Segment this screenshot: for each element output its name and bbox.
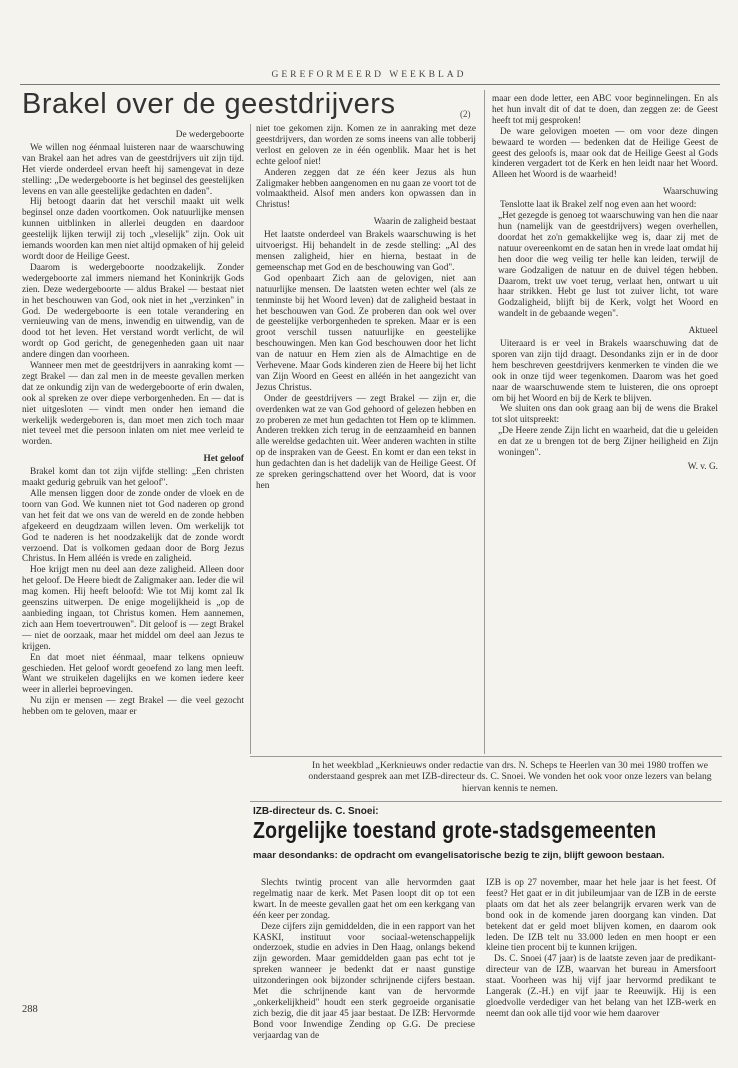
signature: W. v. G. <box>687 462 718 472</box>
series-number: (2) <box>460 109 471 119</box>
paragraph: We willen nog éénmaal luisteren naar de waarschuwing van Brakel aan het adres van de geestdrijvers uit zijn tijd. Het vierde onderdeel ervan heeft hij samengevat in deze stelling: „De wedergeboorte is het beginsel des geestelijken levens en van alle geestelijke gedachten en daden". <box>22 142 244 197</box>
article2-subtitle: maar desondanks: de opdracht om evangelisatorische bezig te zijn, blijft gewoon bestaan. <box>253 850 665 861</box>
paragraph: Brakel komt dan tot zijn vijfde stelling: „Een christen maakt gedurig gebruik van het geloof". <box>22 467 244 489</box>
paragraph: Deze cijfers zijn gemiddelden, die in een rapport van het KASKI, instituut voor sociaal-wetenschappelijk onderzoek, studie en advies in Den Haag, onlangs bekend zijn geworden. Maar gemiddelden gaan pas echt tot je spreken wanneer je bedenkt dat er naast gunstige uitzonderingen ook bijzonder schrijnende cijfers bestaan. Met die schrijnende kant van de hervormde „onkerkelijkheid" houdt een sterk gegroeide organisatie zich bezig, die dit jaar 45 jaar bestaat. De IZB: Hervormde Bond voor Inwendige Zending op G.G. De preciese verjaardag van de <box>253 921 475 1041</box>
masthead-rule <box>20 84 720 85</box>
paragraph: We sluiten ons dan ook graag aan bij de wens die Brakel tot slot uitspreekt: <box>492 404 718 426</box>
paragraph: Onder de geestdrijvers — zegt Brakel — zijn er, die overdenken wat ze van God gehoord of gelezen hebben en zo proberen ze met hun gedachten tot Hem op te klimmen. Anderen trekken zich terug in de eenzaamheid en bannen alle wereldse gedachten uit. Weer anderen wachten in stilte op de inspraken van de Geest. En komt er dan een tekst in hun gedachten dan is het dadelijk van de Heilige Geest. Of ze spreken geringschattend over het Woord, dat is voor hen <box>256 393 476 491</box>
paragraph: Hij betoogt daarin dat het verschil maakt uit welk beginsel onze daden voortkomen. Ook natuurlijke mensen kunnen uitblinken in allerlei deugden en daardoor geestelijk lijken terwijl zij toch „vleselijk" zijn. Ook uit iemands woorden kan men niet altijd opmaken of hij geleid wordt door de Heilige Geest. <box>22 197 244 262</box>
section-rule <box>250 801 722 802</box>
page-number: 288 <box>22 1004 38 1015</box>
subheading: De wedergeboorte <box>175 130 244 140</box>
article2-kicker: IZB-directeur ds. C. Snoei: <box>253 806 379 817</box>
quote-paragraph: „De Heere zende Zijn licht en waarheid, dat die u geleiden en dat ze u brengen tot de berg Zijner heiligheid en Zijn woningen". <box>498 426 718 459</box>
paragraph: maar een dode letter, een ABC voor beginnelingen. En als het hun invalt dit of dat te doen, dan zeggen ze: de Geest heeft tot mij gesproken! <box>492 94 718 126</box>
paragraph: De ware gelovigen moeten — om voor deze dingen bewaard te worden — bedenken dat de Heilige Geest de geest des geloofs is, maar ook dat de Heilige Geest al Gods kinderen vergadert tot de Kerk en hen leidt naar het Woord. Alleen het Woord is de waarheid! <box>492 126 718 181</box>
column-divider <box>484 90 485 754</box>
paragraph: niet toe gekomen zijn. Komen ze in aanraking met deze geestdrijvers, dan worden ze soms ineens van alle tobberij verlost en geloven ze in één ogenblik. Maar het is het echte geloof niet! <box>256 124 476 167</box>
article-title: Brakel over de geestdrijvers <box>22 88 396 120</box>
paragraph: Wanneer men met de geestdrijvers in aanraking komt — zegt Brakel — dan zal men in de meeste gevallen merken dat ze onkundig zijn van de wedergeboorte of erin dwalen, ook al spreken ze over diepe verborgenheden. En — dat is niet uitgesloten — vindt men onder hen iemand die werkelijk wedergeboren is, dan moet men zich toch maar niet teveel met die persoon inlaten om niet mee verleid te worden. <box>22 361 244 448</box>
paragraph: Hoe krijgt men nu deel aan deze zaligheid. Alleen door het geloof. De Heere biedt de Zaligmaker aan. Ieder die wil mag komen. Hij heeft beloofd: Wie tot Mij komt zal Ik geenszins uitwerpen. De enige mogelijkheid is „op de aanbieding ingaan, tot Christus komen. Hem aannemen, zich aan Hem toevertrouwen". Dit geloof is — zegt Brakel — niet de oorzaak, maar het middel om deel aan Jezus te krijgen. <box>22 565 244 652</box>
paragraph: Het laatste onderdeel van Brakels waarschuwing is het uitvoerigst. Hij behandelt in de zesde stelling: „Al des mensen zaligheid, hier en hierna, bestaat in de gemeenschap met God en de beschouwing van God". <box>256 230 476 273</box>
paragraph: God openbaart Zich aan de gelovigen, niet aan natuurlijke mensen. De laatsten weten echter wel (als ze tenminste bij het Woord leven) dat de zaligheid bestaat in het beschouwen van God. Ze proberen dan ook wel over de geestelijke verborgenheden te spreken. Maar er is een groot verschil tussen natuurlijke en geestelijke beschouwingen. Men kan God beschouwen door het licht van de natuur en Hem zien als de Almachtige en de Verhevene. Maar Gods kinderen zien de Heere bij het licht van Zijn Woord en Geest en alléén in het aangezicht van Jezus Christus. <box>256 273 476 393</box>
paragraph: IZB is op 27 november, maar het hele jaar is het feest. Of feest? Het gaat er in dit jubileumjaar van de IZB in de eerste plaats om dat het als zeer belangrijk ervaren werk van de bond ook in de komende jaren doorgang kan vinden. Dat betekent dat er geld moet blijven komen, en daarom ook leden. De IZB telt nu 33.000 leden en men hoopt er een kleine tien procent bij te kunnen krijgen. <box>486 878 716 954</box>
article-column-2 <box>256 124 476 749</box>
paragraph: Tenslotte laat ik Brakel zelf nog even aan het woord: <box>500 200 697 211</box>
column-divider <box>250 124 251 754</box>
article-column-3 <box>492 94 718 754</box>
article2-column-2 <box>486 878 716 1019</box>
paragraph: Uiteraard is er veel in Brakels waarschuwing dat de sporen van zijn tijd draagt. Desondanks zijn er in de door hem beschreven geestdrijvers kenmerken te vinden die we ook in onze tijd weer tegenkomen. Daarom was het goed naar de waarschuwende stem te luisteren, die ons oproept om bij het Woord en bij de Kerk te blijven. <box>492 339 718 404</box>
paragraph: Nu zijn er mensen — zegt Brakel — die veel gezocht hebben om te geloven, maar er <box>22 696 244 718</box>
paragraph: Slechts twintig procent van alle hervormden gaat regelmatig naar de kerk. Met Pasen loopt dit op tot een kwart. In de meeste gevallen gaat het om een kerkgang van één keer per zondag. <box>253 878 475 921</box>
article2-title: Zorgelijke toestand grote-stadsgemeenten <box>253 817 657 843</box>
quote-paragraph: „Het gezegde is genoeg tot waarschuwing van hen die naar hun (namelijk van de geestdrijvers) wegen overhellen, doordat het zo'n gemakkelijke weg is, daar zij met de natuur overeenkomt en de satan hen in vrede laat omdat hij hen door die weg veilig ter helle kan leiden, terwijl de ware Godzaligen de natuur en de duivel tégen hebben. Daarom, trekt uw voet terug, verlaat hen, ontwart u uit haar strikken. Hebt ge lust tot zuiver licht, tot ware Godzaligheid, blijft bij de Kerk, volgt het Woord en wandelt in de gebaande wegen". <box>498 211 718 320</box>
article-column-1 <box>22 124 244 924</box>
paragraph: Alle mensen liggen door de zonde onder de vloek en de toorn van God. We kunnen niet tot God naderen op grond van het feit dat we ons van de wereld en de zonde hebben afgekeerd en deugdzaam willen leven. Om werkelijk tot God te naderen is het noodzakelijk dat de zonde wordt verzoend. Dat is volkomen gedaan door de Borg Jezus Christus. In Hem alléén is vrede en zaligheid. <box>22 489 244 565</box>
subheading: Waarschuwing <box>662 187 718 198</box>
paragraph: En dat moet niet éénmaal, maar telkens opnieuw geschieden. Het geloof wordt geoefend zo lang men leeft. Want we struikelen dagelijks en we komen iedere keer weer in allerlei beproevingen. <box>22 652 244 696</box>
subheading: Waarin de zaligheid bestaat <box>373 217 476 228</box>
article2-column-1 <box>253 878 475 1041</box>
paragraph: Daarom is wedergeboorte noodzakelijk. Zonder wedergeboorte zal immers niemand het Koninkrijk Gods zien. Deze wedergeboorte — aldus Brakel — bestaat niet in het beschouwen van God, ook niet in het „verzinken" in God. De wedergeboorte is een totale verandering en vernieuwing van de mens, inwendig en uitwendig, van de dood tot het leven. Het verstand wordt verlicht, de wil wordt op God gericht, de genegenheden gaan uit naar andere dingen dan voorheen. <box>22 262 244 361</box>
intro-note: In het weekblad „Kerknieuws onder redactie van drs. N. Scheps te Heerlen van 30 mei 1980 troffen we onderstaand gesprek aan met IZB-directeur ds. C. Snoei. We vonden het ook voor onze lezers van belang hiervan kennis te nemen. <box>308 760 712 794</box>
masthead: GEREFORMEERD WEEKBLAD <box>271 70 467 80</box>
paragraph: Ds. C. Snoei (47 jaar) is de laatste zeven jaar de predikant-directeur van de IZB, waarvan het bureau in Amersfoort staat. Voorheen was hij vijf jaar hervormd predikant te Langerak (Z.-H.) en vijf jaar te Reeuwijk. Hij is een gloedvolle verdediger van het belang van het IZB-werk en neemt dan ook alle tijd voor wie hem daarover <box>486 954 716 1019</box>
subheading: Aktueel <box>688 326 718 337</box>
subheading: Het geloof <box>203 454 244 465</box>
paragraph: Anderen zeggen dat ze één keer Jezus als hun Zaligmaker hebben aangenomen en nu gaan ze voort tot de volmaaktheid. Alsof men anders kon opwassen dan in Christus! <box>256 167 476 211</box>
section-rule <box>250 756 722 757</box>
